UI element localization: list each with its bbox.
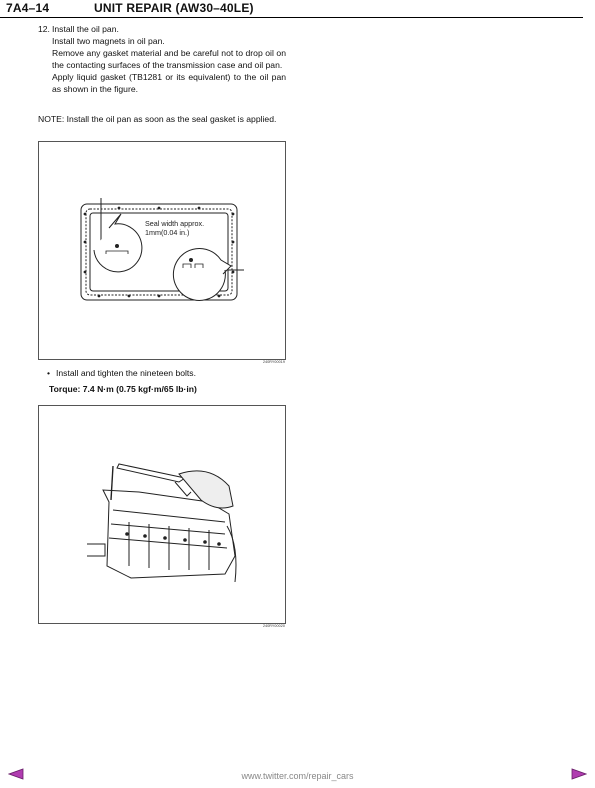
figure2-code: 240RY00020 (263, 624, 285, 628)
page-header (0, 0, 595, 18)
step-line-liquid-gasket: Apply liquid gasket (TB1281 or its equivalent) to the oil pan as shown in the figure. (52, 72, 286, 94)
tighten-bolts-illustration (39, 406, 285, 623)
step-line-magnets: Install two magnets in oil pan. (52, 36, 165, 46)
torque-spec: Torque: 7.4 N·m (0.75 kgf·m/65 lb·in) (49, 384, 197, 394)
figure-oil-pan-seal (38, 141, 286, 360)
bullet-dot: • (47, 368, 51, 378)
header-rule (0, 17, 583, 18)
arrow-left-icon (8, 768, 24, 780)
step-line-gasket-removal: Remove any gasket material and be careful not to drop oil on the contacting surfaces of the transmission case and oil pan. (52, 48, 286, 70)
step-12 (38, 23, 286, 95)
figure-tighten-bolts (38, 405, 286, 624)
note: NOTE: Install the oil pan as soon as the seal gasket is applied. (38, 114, 277, 124)
seal-width-label: Seal width approx. (145, 219, 205, 228)
previous-page-button[interactable] (8, 767, 24, 779)
step-title: Install the oil pan. (52, 24, 119, 34)
figure1-code: 240RY00019 (263, 360, 285, 364)
magnify-right-circle (173, 248, 231, 300)
footer-url[interactable]: www.twitter.com/repair_cars (241, 771, 354, 781)
section-title: UNIT REPAIR (AW30–40LE) (94, 1, 254, 15)
bullet-item (47, 367, 196, 379)
bullet-text: Install and tighten the nineteen bolts. (56, 368, 196, 378)
step-heading (38, 23, 286, 35)
step-number: 12. (38, 24, 50, 34)
oil-pan-illustration (39, 142, 285, 359)
next-page-button[interactable] (571, 767, 587, 779)
page-number: 7A4–14 (6, 1, 50, 15)
arrow-right-icon (571, 768, 587, 780)
seal-width-value: 1mm(0.04 in.) (145, 228, 190, 237)
